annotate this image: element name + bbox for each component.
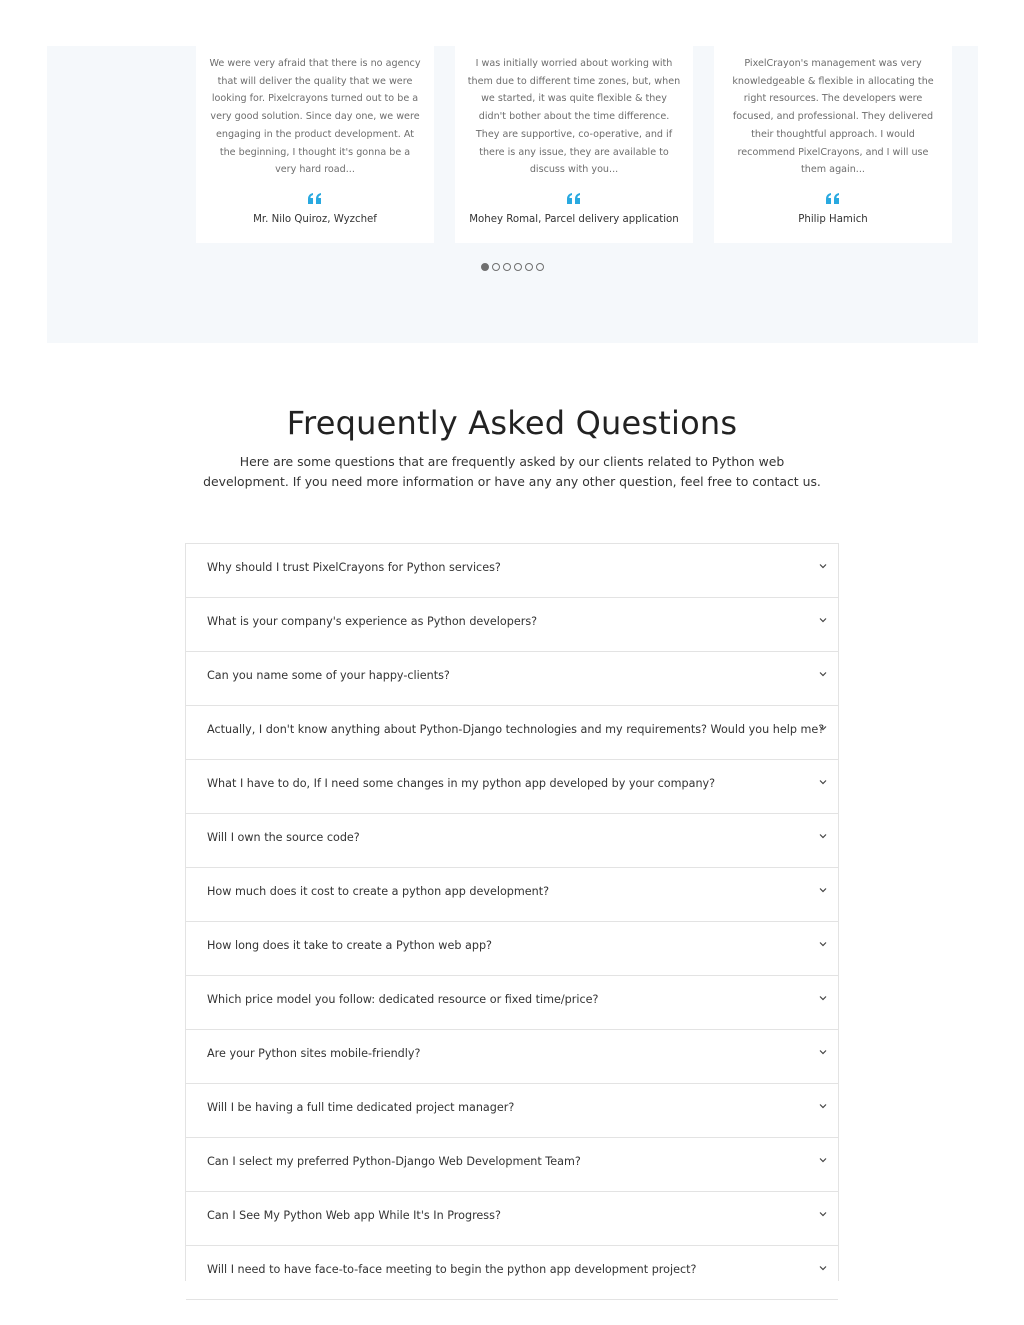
faq-accordion: [185, 543, 839, 1281]
faq-question: Can I select my preferred Python-Django Web Development Team?: [207, 1155, 581, 1168]
faq-item[interactable]: [186, 1084, 838, 1138]
faq-item[interactable]: [186, 652, 838, 706]
faq-item[interactable]: [186, 1138, 838, 1192]
faq-question: How long does it take to create a Python web app?: [207, 939, 492, 952]
quote-icon: [467, 193, 681, 211]
faq-item[interactable]: [186, 922, 838, 976]
faq-item[interactable]: [186, 1030, 838, 1084]
testimonial-author: Mohey Romal, Parcel delivery application: [469, 214, 679, 225]
testimonial-author: Mr. Nilo Quiroz, Wyzchef: [253, 214, 377, 225]
carousel-dot[interactable]: [481, 263, 489, 271]
faq-title: Frequently Asked Questions: [286, 404, 738, 442]
testimonial-card: [455, 46, 693, 243]
chevron-down-icon[interactable]: [819, 563, 827, 569]
carousel-dot[interactable]: [492, 263, 500, 271]
chevron-down-icon[interactable]: [819, 1157, 827, 1163]
chevron-down-icon[interactable]: [819, 1265, 827, 1271]
chevron-down-icon[interactable]: [819, 617, 827, 623]
faq-question: Actually, I don't know anything about Python-Django technologies and my requirements? Would you help me?: [207, 723, 825, 736]
testimonial-text: I was initially worried about working with them due to different time zones, but, when we started, it was quite flexible & they didn't bother about the time difference. They are supportive, co-operative, and if there is any issue, they are available to discuss with you...: [467, 58, 681, 176]
chevron-down-icon[interactable]: [819, 833, 827, 839]
faq-question: Which price model you follow: dedicated resource or fixed time/price?: [207, 993, 599, 1006]
chevron-down-icon[interactable]: [819, 941, 827, 947]
chevron-down-icon[interactable]: [819, 1211, 827, 1217]
carousel-dot[interactable]: [514, 263, 522, 271]
faq-item[interactable]: [186, 814, 838, 868]
quote-icon: [208, 193, 422, 211]
faq-item[interactable]: [186, 1246, 838, 1300]
faq-question: How much does it cost to create a python app development?: [207, 885, 550, 898]
faq-item[interactable]: [186, 1192, 838, 1246]
faq-subtitle: Here are some questions that are frequently asked by our clients related to Python web development. If you need more information or have any any other question, feel free to contact us.: [203, 454, 821, 489]
carousel-dots: [481, 263, 544, 272]
quote-icon: [726, 193, 940, 211]
testimonial-author: Philip Hamich: [798, 214, 868, 225]
chevron-down-icon[interactable]: [819, 725, 827, 731]
chevron-down-icon[interactable]: [819, 1049, 827, 1055]
faq-question: Will I need to have face-to-face meeting to begin the python app development project?: [207, 1263, 697, 1276]
faq-item[interactable]: [186, 544, 838, 598]
faq-item[interactable]: [186, 706, 838, 760]
testimonial-card: [196, 46, 434, 243]
faq-question: Can I See My Python Web app While It's In Progress?: [207, 1209, 501, 1222]
faq-item[interactable]: [186, 760, 838, 814]
testimonial-card: [714, 46, 952, 243]
chevron-down-icon[interactable]: [819, 995, 827, 1001]
chevron-down-icon[interactable]: [819, 779, 827, 785]
faq-item[interactable]: [186, 868, 838, 922]
faq-question: Are your Python sites mobile-friendly?: [207, 1047, 421, 1060]
carousel-dot[interactable]: [525, 263, 533, 271]
faq-question: Will I own the source code?: [207, 831, 360, 844]
faq-question: Can you name some of your happy-clients?: [207, 669, 450, 682]
chevron-down-icon[interactable]: [819, 1103, 827, 1109]
testimonial-carousel[interactable]: [196, 46, 934, 244]
faq-question: What is your company's experience as Python developers?: [207, 615, 538, 628]
faq-item[interactable]: [186, 598, 838, 652]
faq-item[interactable]: [186, 976, 838, 1030]
faq-question: What I have to do, If I need some changes in my python app developed by your company?: [207, 777, 716, 790]
testimonial-text: PixelCrayon's management was very knowledgeable & flexible in allocating the right resources. The developers were focused, and professional. They delivered their thoughtful approach. I would recommend PixelCrayons, and I will use them again...: [732, 58, 934, 176]
carousel-dot[interactable]: [503, 263, 511, 271]
testimonial-text: We were very afraid that there is no agency that will deliver the quality that we were looking for. Pixelcrayons turned out to be a very good solution. Since day one, we were engaging in the product development. At the beginning, I thought it's gonna be a very hard road...: [209, 58, 421, 176]
chevron-down-icon[interactable]: [819, 887, 827, 893]
faq-question: Why should I trust PixelCrayons for Python services?: [207, 561, 501, 574]
faq-question: Will I be having a full time dedicated project manager?: [207, 1101, 515, 1114]
carousel-dot[interactable]: [536, 263, 544, 271]
chevron-down-icon[interactable]: [819, 671, 827, 677]
